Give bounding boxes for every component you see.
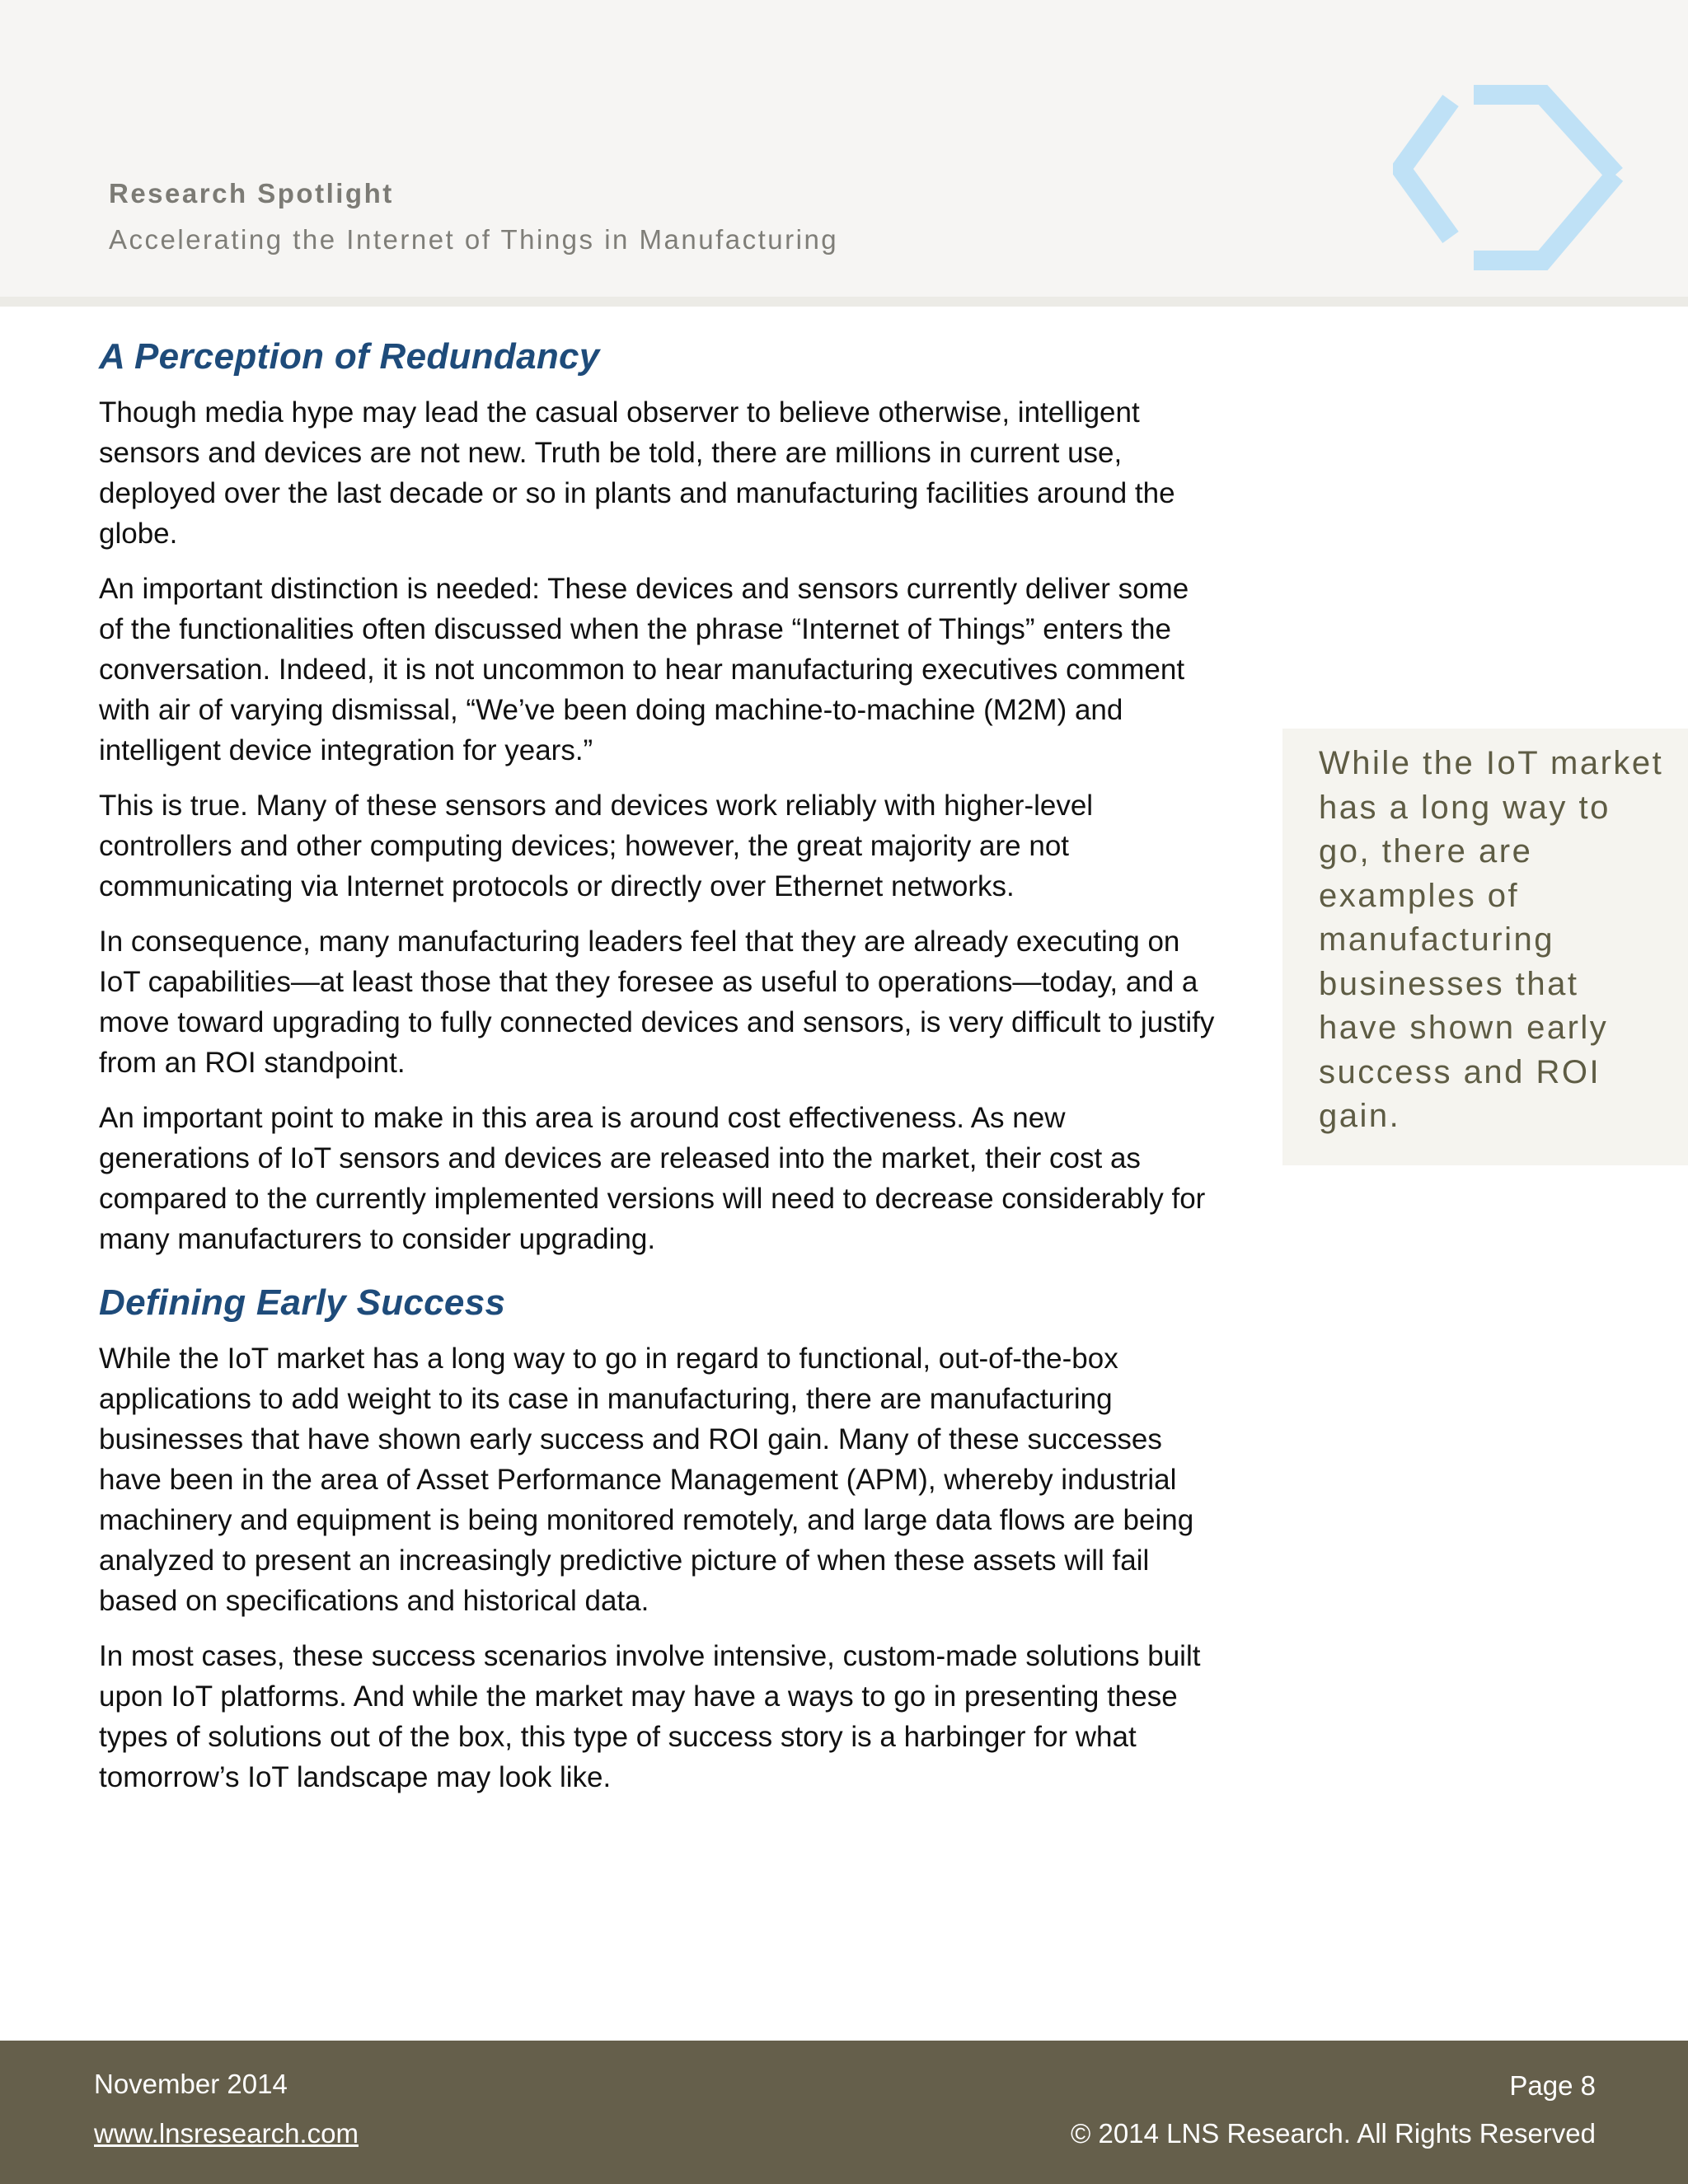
paragraph: Though media hype may lead the casual observer to believe otherwise, intelligent sensors and devices are not new. Truth be told, there are millions in current use, deployed over the last decade or so in plants and manufacturing facilities around the globe. bbox=[99, 396, 1175, 550]
paragraph: While the IoT market has a long way to go in regard to functional, out-of-the-box applications to add weight to its case in manufacturing, there are manufacturing businesses that have shown early success and ROI gain. Many of these successes have been in the area of Asset Performance Management (APM), whereby industrial machinery and equipment is being monitored remotely, and large data flows are being analyzed to present an increasingly predictive picture of when these assets will fail based on specifications and historical data. bbox=[99, 1343, 1194, 1617]
paragraph: In most cases, these success scenarios involve intensive, custom-made solutions built upon IoT platforms. And while the market may have a ways to go in presenting these types of solutions out of the box, this type of success story is a harbinger for what tomorrow’s IoT landscape may look like. bbox=[99, 1640, 1201, 1793]
pull-quote-text: While the IoT market has a long way to go, there are examples of manufacturing businesses that have shown early success and ROI gain. bbox=[1319, 745, 1664, 1134]
header-label: Research Spotlight bbox=[109, 178, 394, 209]
page-footer bbox=[0, 2041, 1688, 2184]
footer-date: November 2014 bbox=[94, 2069, 288, 2099]
paragraph: An important point to make in this area is around cost effectiveness. As new generations of IoT sensors and devices are released into the market, their cost as compared to the currently implemented versions will need to decrease considerably for many manufacturers to consider upgrading. bbox=[99, 1102, 1206, 1255]
paragraph: An important distinction is needed: These devices and sensors currently deliver some of the functionalities often discussed when the phrase “Internet of Things” enters the conversation. Indeed, it is not uncommon to hear manufacturing executives comment with air of varying dismissal, “We’ve been doing machine-to-machine (M2M) and intelligent device integration for years.” bbox=[99, 573, 1189, 766]
page-number: Page 8 bbox=[1509, 2070, 1596, 2101]
copyright-notice: © 2014 LNS Research. All Rights Reserved bbox=[1071, 2118, 1596, 2149]
website-link[interactable]: www.lnsresearch.com bbox=[94, 2118, 359, 2149]
section-heading-early-success: Defining Early Success bbox=[99, 1282, 506, 1323]
pull-quote bbox=[1282, 729, 1688, 1165]
section-heading-redundancy: A Perception of Redundancy bbox=[99, 336, 600, 377]
main-content bbox=[99, 328, 1220, 1812]
hexagon-logo-icon bbox=[1393, 66, 1624, 272]
page-header bbox=[0, 0, 1688, 307]
paragraph: In consequence, many manufacturing leaders feel that they are already executing on IoT capabilities—at least those that they foresee as useful to operations—today, and a move toward upgrading to fully connected devices and sensors, is very difficult to justify from an ROI standpoint. bbox=[99, 926, 1215, 1079]
paragraph: This is true. Many of these sensors and devices work reliably with higher-level controllers and other computing devices; however, the great majority are not communicating via Internet protocols or directly over Ethernet networks. bbox=[99, 790, 1094, 902]
header-subtitle: Accelerating the Internet of Things in Manufacturing bbox=[109, 224, 839, 255]
